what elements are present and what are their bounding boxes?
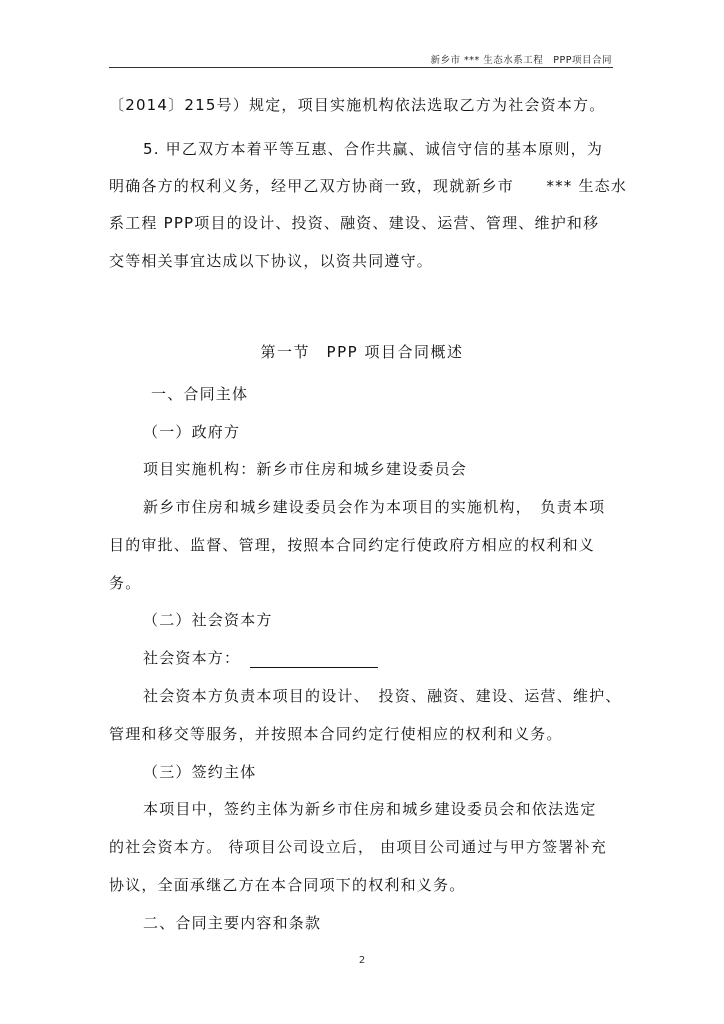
paragraph-line: 务。 <box>109 574 142 592</box>
section-title: 第一节 PPP 项目合同概述 <box>260 343 464 361</box>
paragraph-line: 5. 甲乙双方本着平等互惠、合作共赢、诚信守信的基本原则，为 <box>143 140 604 158</box>
social-capital-label: 社会资本方： <box>143 649 241 667</box>
paragraph-line: 新乡市住房和城乡建设委员会作为本项目的实施机构， 负责本项 <box>143 498 606 516</box>
subheading-signing-parties: （三）签约主体 <box>143 763 257 781</box>
paragraph-line: 协议，全面承继乙方在本合同项下的权利和义务。 <box>109 876 466 894</box>
paragraph-line: 管理和移交等服务，并按照本合同约定行使相应的权利和义务。 <box>109 725 563 743</box>
government-agency: 项目实施机构：新乡市住房和城乡建设委员会 <box>143 460 468 478</box>
heading-contract-parties: 一、合同主体 <box>151 385 249 403</box>
paragraph-line: 明确各方的权利义务，经甲乙双方协商一致，现就新乡市 *** 生态水 <box>109 177 628 195</box>
paragraph-line: 〔2014〕215号）规定，项目实施机构依法选取乙方为社会资本方。 <box>109 96 606 114</box>
social-capital-row <box>143 648 378 668</box>
social-capital-blank-field[interactable] <box>250 653 378 668</box>
paragraph-line: 目的审批、监督、管理，按照本合同约定行使政府方相应的权利和义 <box>109 536 596 554</box>
header-rule <box>109 67 613 68</box>
paragraph-line: 系工程 PPP项目的设计、投资、融资、建设、运营、管理、维护和移 <box>109 214 600 232</box>
paragraph-line: 社会资本方负责本项目的设计、 投资、融资、建设、运营、维护、 <box>143 687 622 705</box>
subheading-social-capital: （二）社会资本方 <box>143 611 273 629</box>
heading-main-terms: 二、合同主要内容和条款 <box>143 914 322 932</box>
paragraph-line: 交等相关事宜达成以下协议，以资共同遵守。 <box>109 252 434 270</box>
subheading-government: （一）政府方 <box>143 423 241 441</box>
running-header: 新乡市 *** 生态水系工程 PPP项目合同 <box>430 55 612 66</box>
page-number: 2 <box>358 955 366 966</box>
paragraph-line: 本项目中，签约主体为新乡市住房和城乡建设委员会和依法选定 <box>143 800 597 818</box>
paragraph-line: 的社会资本方。 待项目公司设立后， 由项目公司通过与甲方签署补充 <box>109 838 607 856</box>
